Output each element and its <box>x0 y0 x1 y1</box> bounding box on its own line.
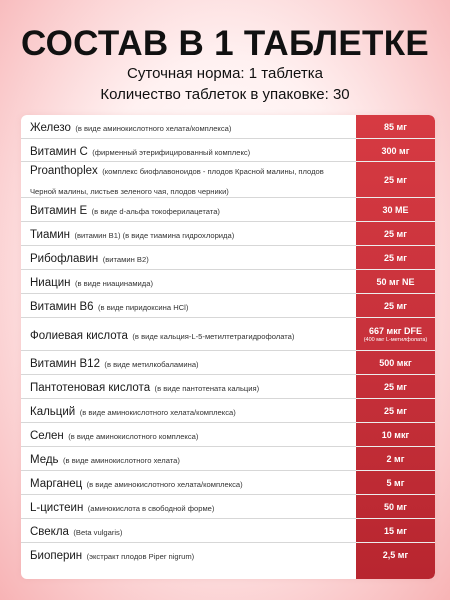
amount-cell <box>356 139 435 162</box>
amount-note: (400 мкг L-метилфолата) <box>363 336 428 343</box>
ingredient-description: (в виде кальция-L-5-метилтетрагидрофолата) <box>132 331 295 341</box>
table-row <box>21 270 435 294</box>
ingredient-name: L-цистеин <box>30 502 84 514</box>
amount-value: 5 мг <box>386 478 405 488</box>
ingredient-name: Витамин В12 <box>30 358 100 370</box>
amount-value: 85 мг <box>384 122 407 132</box>
amount-value: 10 мкг <box>381 430 410 440</box>
table-row <box>21 139 435 162</box>
amount-cell <box>356 471 435 495</box>
amount-value: 25 мг <box>384 253 407 263</box>
ingredient-name: Медь <box>30 454 59 466</box>
amount-cell <box>356 375 435 399</box>
ingredient-name: Тиамин <box>30 229 71 241</box>
table-row <box>21 399 435 423</box>
ingredient-cell <box>30 246 348 270</box>
table-row <box>21 162 435 198</box>
amount-cell <box>356 270 435 294</box>
ingredient-cell <box>30 495 348 519</box>
amount-value: 25 мг <box>384 301 407 311</box>
ingredient-description: (в виде аминокислотного хелата/комплекса) <box>75 124 232 133</box>
page-title: СОСТАВ В 1 ТАБЛЕТКЕ <box>20 24 430 63</box>
amount-value: 300 мг <box>381 145 410 156</box>
composition-table <box>21 115 435 579</box>
ingredient-description: (в виде пиридоксина HCl) <box>98 303 189 312</box>
ingredient-name: Витамин Е <box>30 205 88 217</box>
amount-cell <box>356 519 435 543</box>
ingredient-cell <box>30 139 348 162</box>
amount-value: 2 мг <box>386 454 405 464</box>
table-row <box>21 447 435 471</box>
ingredient-description: (в виде аминокислотного хелата/комплекса) <box>79 408 236 417</box>
ingredient-name: Биоперин <box>30 549 83 562</box>
ingredient-description: (в виде аминокислотного хелата) <box>63 456 180 465</box>
amount-value: 25 мг <box>384 382 407 392</box>
table-row <box>21 246 435 270</box>
ingredient-name: Железо <box>30 122 71 134</box>
ingredient-cell <box>30 318 348 351</box>
amount-value: 25 мг <box>384 229 407 239</box>
amount-value: 2,5 мг <box>382 549 409 560</box>
ingredient-cell <box>30 115 348 139</box>
ingredient-cell <box>30 222 348 246</box>
ingredient-name: Кальций <box>30 406 76 418</box>
amount-value: 25 мг <box>384 406 407 416</box>
ingredient-description: (витамин В1) (в виде тиамина гидрохлорида) <box>74 231 235 240</box>
ingredient-description: (в виде аминокислотного хелата/комплекса) <box>86 480 243 489</box>
ingredient-description: (экстракт плодов Piper nigrum) <box>86 551 195 561</box>
ingredient-description: (в виде аминокислотного комплекса) <box>68 432 199 441</box>
ingredient-cell <box>30 423 348 447</box>
table-row <box>21 495 435 519</box>
ingredient-description: (в виде d-альфа токоферилацетата) <box>91 207 220 216</box>
amount-value: 667 мкг DFE <box>369 325 422 336</box>
amount-cell <box>356 351 435 375</box>
ingredient-cell <box>30 294 348 318</box>
amount-value: 50 мг NE <box>376 277 415 287</box>
ingredient-description: (в виде метилкобаламина) <box>104 360 199 369</box>
table-row <box>21 318 435 351</box>
ingredient-cell <box>30 543 348 566</box>
ingredient-description: (комплекс биофлавоноидов - плодов Красной малины, плодов Черной малины, листьев зеленого чая, плодов черники) <box>30 167 324 196</box>
amount-value: 25 мг <box>384 175 407 185</box>
ingredient-description: (в виде ниацинамида) <box>74 279 153 288</box>
ingredient-name: Рибофлавин <box>30 253 99 265</box>
amount-cell <box>356 115 435 139</box>
amount-value: 30 МЕ <box>382 205 409 215</box>
ingredient-name: Ниацин <box>30 277 71 289</box>
ingredient-name: Свекла <box>30 526 69 538</box>
amount-cell <box>356 294 435 318</box>
amount-cell <box>356 543 435 566</box>
table-row <box>21 423 435 447</box>
ingredient-name: Фолиевая кислота <box>30 329 128 342</box>
pack-count-text: Количество таблеток в упаковке: 30 <box>100 86 350 103</box>
amount-cell <box>356 318 435 351</box>
amount-cell <box>356 495 435 519</box>
amount-cell <box>356 423 435 447</box>
ingredient-description: (в виде пантотената кальция) <box>154 384 260 393</box>
ingredient-cell <box>30 519 348 543</box>
ingredient-cell <box>30 351 348 375</box>
ingredient-cell <box>30 471 348 495</box>
amount-value: 50 мг <box>384 502 407 512</box>
ingredient-name: Витамин В6 <box>30 301 94 313</box>
daily-dose-text: Суточная норма: 1 таблетка <box>127 65 323 82</box>
ingredient-name: Пантотеновая кислота <box>30 382 151 394</box>
ingredient-cell <box>30 162 348 198</box>
table-row <box>21 351 435 375</box>
ingredient-cell <box>30 270 348 294</box>
amount-cell <box>356 246 435 270</box>
amount-cell <box>356 399 435 423</box>
amount-value: 15 мг <box>384 526 407 536</box>
amount-cell <box>356 222 435 246</box>
table-row <box>21 198 435 222</box>
ingredient-cell <box>30 447 348 471</box>
table-row <box>21 375 435 399</box>
ingredient-description: (Beta vulgaris) <box>73 528 123 537</box>
ingredient-name: Марганец <box>30 478 83 490</box>
table-row <box>21 115 435 139</box>
table-row <box>21 471 435 495</box>
ingredient-description: (аминокислота в свободной форме) <box>87 504 215 513</box>
table-row <box>21 519 435 543</box>
table-row <box>21 294 435 318</box>
amount-value: 500 мкг <box>379 358 412 368</box>
ingredient-cell <box>30 375 348 399</box>
ingredient-cell <box>30 198 348 222</box>
ingredient-description: (фирменный этерифицированный комплекс) <box>92 147 251 157</box>
table-row <box>21 222 435 246</box>
ingredient-name: Proanthoplex <box>30 165 98 177</box>
ingredient-description: (витамин В2) <box>102 255 149 264</box>
ingredient-name: Селен <box>30 430 64 442</box>
table-rows <box>21 115 435 579</box>
table-row <box>21 543 435 566</box>
amount-cell <box>356 162 435 198</box>
amount-cell <box>356 447 435 471</box>
amount-cell <box>356 198 435 222</box>
ingredient-cell <box>30 399 348 423</box>
ingredient-name: Витамин С <box>30 145 88 158</box>
